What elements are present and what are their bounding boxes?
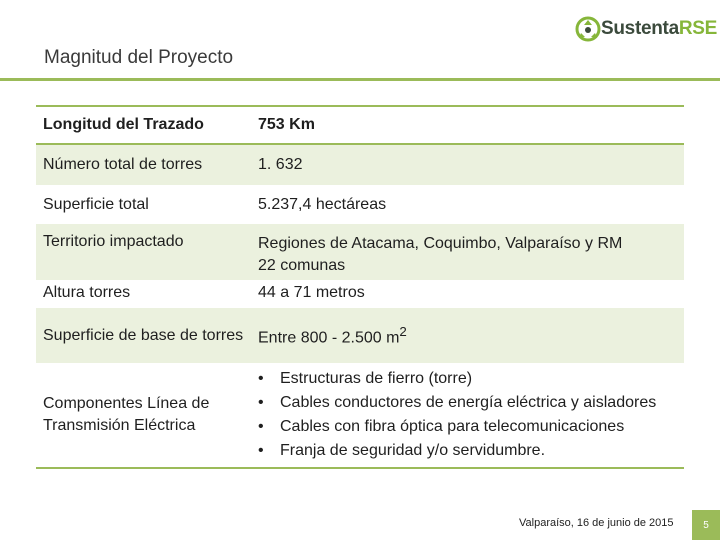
- list-item: [258, 367, 684, 391]
- list-item-text: Franja de seguridad y/o servidumbre.: [280, 442, 546, 459]
- bullet-icon: •: [258, 394, 264, 411]
- list-item: [258, 415, 684, 439]
- list-item-text: Estructuras de fierro (torre): [280, 370, 473, 387]
- table-row-territory: [36, 224, 684, 280]
- row-value: 44 a 71 metros: [258, 284, 365, 301]
- row-value: 1. 632: [258, 156, 303, 173]
- title-rule: [0, 78, 720, 81]
- table-row-surface: [36, 185, 684, 224]
- row-value-line1: Regiones de Atacama, Coquimbo, Valparaíso y RM: [258, 235, 623, 252]
- project-table: [36, 105, 684, 469]
- table-row-towers: [36, 145, 684, 185]
- logo: [575, 14, 717, 44]
- footer-date: Valparaíso, 16 de junio de 2015: [519, 517, 674, 529]
- table-row-length: [36, 107, 684, 145]
- recycle-leaf-icon: [575, 16, 601, 42]
- list-item-text: Cables conductores de energía eléctrica y aisladores: [280, 394, 657, 411]
- row-label: Superficie total: [43, 195, 149, 213]
- bullet-icon: •: [258, 370, 264, 387]
- row-value: [250, 367, 684, 463]
- slide-title: Magnitud del Proyecto: [44, 47, 234, 68]
- row-value-text: Entre 800 - 2.500 m: [258, 329, 400, 347]
- row-label: Superficie de base de torres: [43, 326, 244, 344]
- bullet-icon: •: [258, 442, 264, 459]
- table-row-base-surface: [36, 308, 684, 363]
- row-value: 753 Km: [258, 116, 315, 133]
- table-row-height: [36, 280, 684, 308]
- page-number: 5: [692, 510, 720, 540]
- row-value-superscript: 2: [399, 324, 407, 340]
- row-label: Altura torres: [43, 284, 131, 301]
- logo-text-part1: Sustenta: [601, 18, 679, 39]
- row-label: Componentes Línea de Transmisión Eléctrica: [43, 395, 210, 434]
- row-label: Territorio impactado: [43, 233, 184, 250]
- row-label: Número total de torres: [43, 156, 203, 173]
- list-item: [258, 439, 684, 463]
- list-item: [258, 391, 684, 415]
- logo-text-part2: RSE: [678, 18, 718, 39]
- components-list: [258, 367, 684, 463]
- row-value: [250, 321, 684, 349]
- row-value: 5.237,4 hectáreas: [258, 195, 387, 213]
- row-label: Longitud del Trazado: [43, 116, 204, 133]
- bullet-icon: •: [258, 418, 264, 435]
- row-value: [250, 224, 684, 280]
- table-row-components: [36, 363, 684, 467]
- logo-text: [601, 18, 717, 40]
- row-value-line2: 22 comunas: [258, 257, 346, 274]
- list-item-text: Cables con fibra óptica para telecomunicaciones: [280, 418, 625, 435]
